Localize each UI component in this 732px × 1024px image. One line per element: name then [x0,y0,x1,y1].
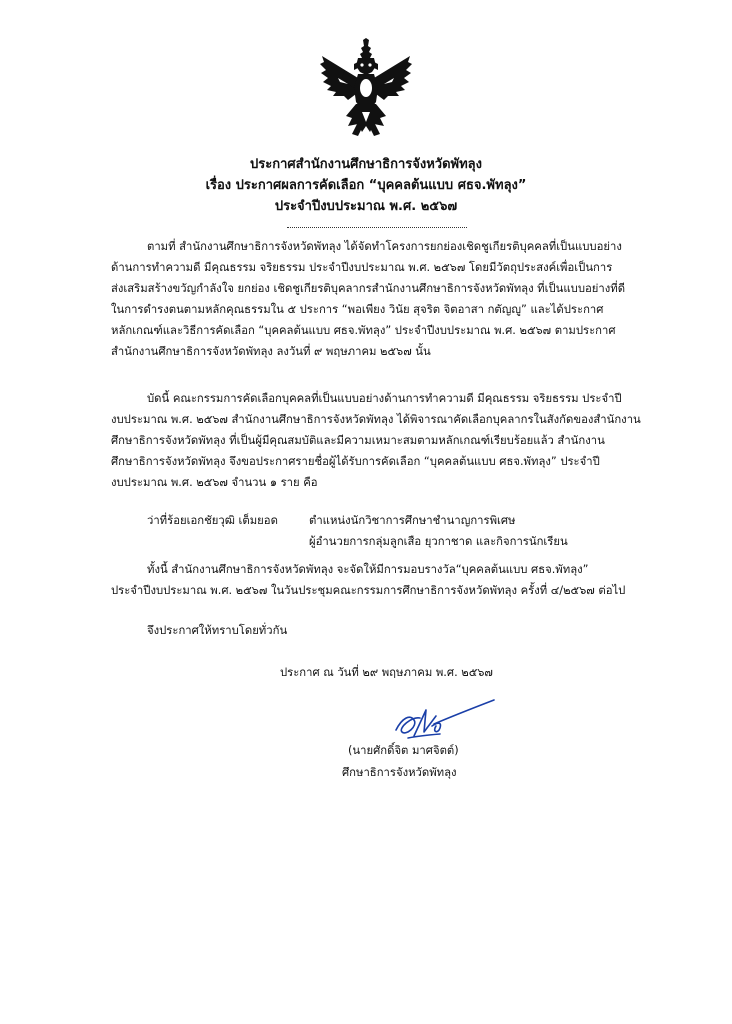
paragraph-line: สำนักงานศึกษาธิการจังหวัดพัทลุง ลงวันที่ ๙ พฤษภาคม ๒๕๖๗ นั้น [111,345,431,358]
awardee-block [147,510,607,552]
signer-title: ศึกษาธิการจังหวัดพัทลุง [342,766,457,779]
awardee-name: ว่าที่ร้อยเอกชัยวุฒิ เต็มยอด [147,514,278,527]
paragraph-line: งบประมาณ พ.ศ. ๒๕๖๗ จำนวน ๑ ราย คือ [111,476,318,489]
paragraph-result [111,388,641,493]
title-dotted-divider [287,227,467,228]
paragraph-line: บัดนี้ คณะกรรมการคัดเลือกบุคคลที่เป็นแบบอย่างด้านการทำความดี มีคุณธรรม จริยธรรม ประจำปี [147,392,622,405]
paragraph-line: ประจำปีงบประมาณ พ.ศ. ๒๕๖๗ ในวันประชุมคณะกรรมการศึกษาธิการจังหวัดพัทลุง ครั้งที่ ๔/๒๕๖๗ ต่อไป [111,584,626,597]
awardee-department: ผู้อำนวยการกลุ่มลูกเสือ ยุวกาชาด และกิจการนักเรียน [309,535,568,548]
paragraph-line: ส่งเสริมสร้างขวัญกำลังใจ ยกย่อง เชิดชูเกียรติบุคลากรสำนักงานศึกษาธิการจังหวัดพัทลุง ที่เป็นแบบอย่างที่ดี [111,282,626,295]
paragraph-award-ceremony [111,559,626,601]
paragraph-line: ทั้งนี้ สำนักงานศึกษาธิการจังหวัดพัทลุง จะจัดให้มีการมอบรางวัล“บุคคลต้นแบบ ศธจ.พัทลุง” [147,563,589,576]
announcement-date: ประกาศ ณ วันที่ ๒๙ พฤษภาคม พ.ศ. ๒๕๖๗ [280,666,493,679]
paragraph-line: ศึกษาธิการจังหวัดพัทลุง ที่เป็นผู้มีคุณสมบัติและมีความเหมาะสมตามหลักเกณฑ์เรียบร้อยแล้ว สำนักงาน [111,434,605,447]
signer-name: (นายศักดิ์จิต มาศจิตต์) [348,744,459,757]
closing-statement: จึงประกาศให้ทราบโดยทั่วกัน [147,624,288,637]
paragraph-line: ศึกษาธิการจังหวัดพัทลุง จึงขอประกาศรายชื่อผู้ได้รับการคัดเลือก “บุคคลต้นแบบ ศธจ.พัทลุง” ประจำปี [111,455,600,468]
paragraph-background [111,236,626,362]
awardee-position: ตำแหน่งนักวิชาการศึกษาชำนาญการพิเศษ [309,514,516,527]
fiscal-year-line: ประจำปีงบประมาณ พ.ศ. ๒๕๖๗ [274,199,458,214]
paragraph-line: หลักเกณฑ์และวิธีการคัดเลือก “บุคคลต้นแบบ ศธจ.พัทลุง” ประจำปีงบประมาณ พ.ศ. ๒๕๖๗ ตามประกาศ [111,324,616,337]
garuda-emblem-icon [318,38,414,138]
announcement-title: ประกาศสำนักงานศึกษาธิการจังหวัดพัทลุง [250,157,482,172]
paragraph-line: งบประมาณ พ.ศ. ๒๕๖๗ สำนักงานศึกษาธิการจังหวัดพัทลุง ได้พิจารณาคัดเลือกบุคลากรในสังกัดของสำนักงาน [111,413,641,426]
paragraph-line: ในการดำรงตนตามหลักคุณธรรมใน ๕ ประการ “พอเพียง วินัย สุจริต จิตอาสา กตัญญู” และได้ประกาศ [111,303,604,316]
announcement-subject: เรื่อง ประกาศผลการคัดเลือก “บุคคลต้นแบบ ศธจ.พัทลุง” [205,178,527,193]
paragraph-line: ด้านการทำความดี มีคุณธรรม จริยธรรม ประจำปีงบประมาณ พ.ศ. ๒๕๖๗ โดยมีวัตถุประสงค์เพื่อเป็นการ [111,261,613,274]
paragraph-line: ตามที่ สำนักงานศึกษาธิการจังหวัดพัทลุง ได้จัดทำโครงการยกย่องเชิดชูเกียรติบุคคลที่เป็นแบบอย่าง [147,240,622,253]
